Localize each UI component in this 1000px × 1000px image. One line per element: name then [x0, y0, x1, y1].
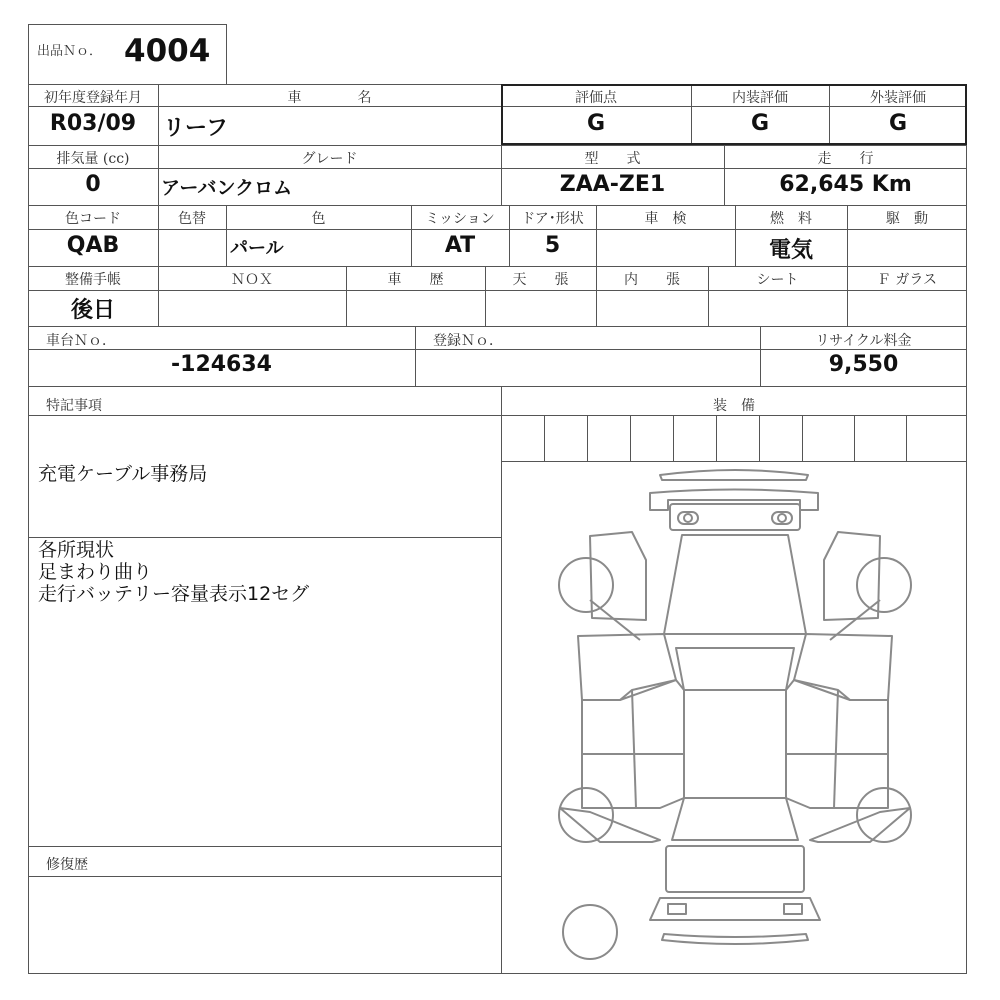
- roof-label: 天 張: [512, 272, 569, 288]
- mission-label: ミッション: [425, 211, 495, 227]
- first-reg-value: R03/09: [49, 111, 137, 136]
- chassis-no-label: 車台Ｎｏ．: [46, 333, 116, 349]
- color-label: 色: [311, 211, 326, 227]
- color-code-label: 色コード: [65, 211, 121, 227]
- first-reg-label: 初年度登録年月: [44, 90, 142, 106]
- equipment-label: 装 備: [713, 398, 755, 414]
- interior-score-value: G: [750, 111, 770, 136]
- door-shape-label: ドア･形状: [521, 211, 584, 227]
- door-shape-value: 5: [544, 233, 561, 258]
- color-change-label: 色替: [178, 211, 206, 227]
- exterior-score-label: 外装評価: [870, 90, 926, 106]
- mission-value: AT: [444, 233, 476, 258]
- grade-label: グレード: [301, 151, 358, 167]
- seat-label: シート: [756, 272, 799, 288]
- drive-label: 駆 動: [886, 211, 928, 227]
- score-value: G: [586, 111, 606, 136]
- maintenance-label: 整備手帳: [65, 272, 121, 288]
- displacement-value: 0: [85, 172, 101, 197]
- car-name-label: 車 名: [287, 90, 372, 106]
- recycle-fee-value: 9,550: [828, 352, 899, 377]
- color-value: パール: [230, 238, 284, 259]
- repair-history-label: 修復歴: [46, 857, 88, 873]
- remarks-text: 充電ケーブル事務局: [38, 463, 208, 485]
- exterior-score-value: G: [888, 111, 908, 136]
- maintenance-value: 後日: [70, 298, 115, 323]
- interior-score-label: 内装評価: [732, 90, 788, 106]
- model-type-label: 型 式: [584, 151, 641, 167]
- chassis-no-value: -124634: [171, 352, 272, 377]
- displacement-label: 排気量 (cc): [56, 151, 130, 167]
- lot-number-value: 4004: [124, 33, 211, 69]
- history-label: 車 歴: [387, 272, 444, 288]
- fuel-label: 燃 料: [770, 211, 812, 227]
- score-label: 評価点: [575, 90, 617, 106]
- interior-label: 内 張: [624, 272, 680, 288]
- car-diagram: [501, 461, 967, 974]
- grade-value: アーバンクロム: [161, 177, 293, 199]
- f-glass-label: Ｆ ガラス: [876, 272, 938, 288]
- recycle-fee-label: リサイクル料金: [815, 333, 912, 349]
- reg-no-label: 登録Ｎｏ．: [433, 333, 503, 349]
- inspection-label: 車 検: [644, 211, 687, 227]
- model-type-value: ZAA-ZE1: [559, 172, 666, 197]
- color-code-value: QAB: [66, 233, 120, 258]
- condition-text: 各所現状 足まわり曲り 走行バッテリー容量表示12セグ: [38, 539, 310, 605]
- mileage-label: 走 行: [817, 151, 874, 167]
- remarks-label: 特記事項: [46, 398, 102, 414]
- nox-label: ＮＯＸ: [231, 272, 273, 288]
- fuel-value: 電気: [768, 238, 813, 263]
- car-name-value: リーフ: [163, 116, 228, 141]
- mileage-value: 62,645 Km: [779, 172, 912, 197]
- lot-number-label: 出品Ｎｏ．: [37, 44, 103, 59]
